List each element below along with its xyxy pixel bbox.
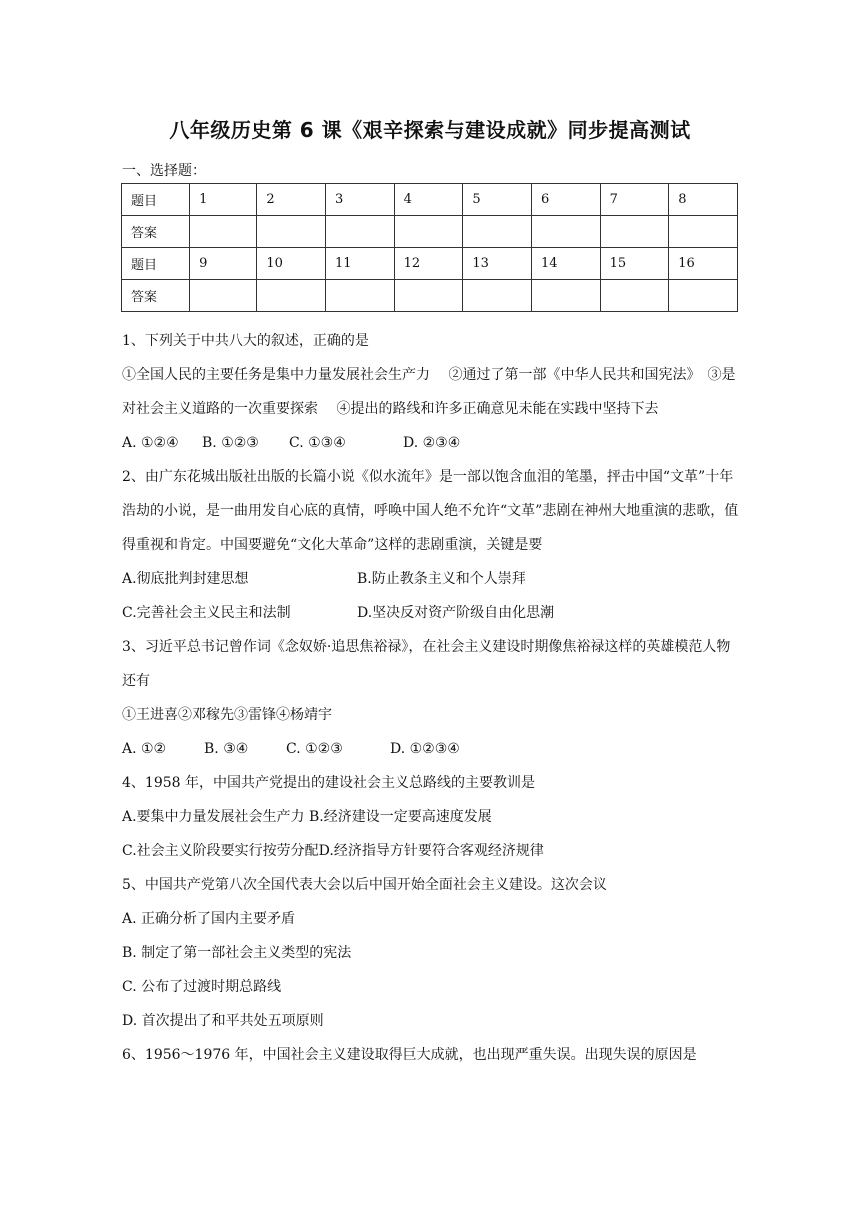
section-label: 一、选择题： [122,163,206,179]
question-number: 3 [326,184,395,216]
question-number: 15 [600,248,669,280]
question-2-options-row2 [122,596,742,630]
option-a: A. ①②④ [122,435,179,451]
table-row [122,280,738,312]
option-b: B. 制定了第一部社会主义类型的宪法 [122,945,352,961]
question-1-options [122,426,742,460]
answer-cell [669,280,738,312]
answer-cell [326,280,395,312]
table-row [122,248,738,280]
table-row [122,216,738,248]
option-c: C.社会主义阶段要实行按劳分配 [122,843,319,859]
option-c: C. ①②③ [286,741,343,757]
question-number: 7 [600,184,669,216]
option-b: B. ③④ [204,741,249,757]
answer-cell [190,280,257,312]
option-d: D. ①②③④ [390,741,460,757]
question-2-stem: 2、由广东花城出版社出版的长篇小说《似水流年》是一部以饱含血泪的笔墨，抨击中国“文革”十年浩劫的小说，是一曲用发自心底的真情，呼唤中国人绝不允许“文革”悲剧在神州大地重演的悲歌，值得重视和肯定。中国要避免“文化大革命”这样的悲剧重演，关键是要 [122,469,739,553]
answer-cell [600,280,669,312]
question-list [122,324,742,1072]
answer-cell [190,216,257,248]
question-3-options [122,732,742,766]
question-number: 5 [463,184,532,216]
question-number: 11 [326,248,395,280]
option-b: B.防止教条主义和个人崇拜 [357,571,526,587]
row-label-answer: 答案 [122,280,190,312]
question-number: 13 [463,248,532,280]
question-number: 16 [669,248,738,280]
option-a: A.彻底批判封建思想 [122,571,249,587]
question-number: 4 [394,184,463,216]
option-b: B.经济建设一定要高速度发展 [309,809,492,825]
row-label-question: 题目 [122,248,190,280]
question-3-statements: ①王进喜②邓稼先③雷锋④杨靖宇 [122,707,332,723]
answer-cell [531,216,600,248]
answer-cell [669,216,738,248]
option-b: B. ①②③ [202,435,259,451]
question-5-stem: 5、中国共产党第八次全国代表大会以后中国开始全面社会主义建设。这次会议 [122,877,607,893]
question-number: 2 [257,184,326,216]
option-a: A.要集中力量发展社会生产力 [122,809,305,825]
answer-cell [257,216,326,248]
answer-cell [531,280,600,312]
question-1-statements: ①全国人民的主要任务是集中力量发展社会生产力 ②通过了第一部《中华人民共和国宪法》 ③是对社会主义道路的一次重要探索 ④提出的路线和许多正确意见未能在实践中坚持下去 [122,367,736,417]
answer-table [121,183,738,312]
question-6-stem: 6、1956～1976 年，中国社会主义建设取得巨大成就，也出现严重失误。出现失误的原因是 [122,1047,697,1063]
question-number: 10 [257,248,326,280]
option-c: C. ①③④ [289,435,346,451]
option-d: D.经济指导方针要符合客观经济规律 [318,843,544,859]
question-4-stem: 4、1958 年，中国共产党提出的建设社会主义总路线的主要教训是 [122,775,535,791]
option-c: C.完善社会主义民主和法制 [122,605,291,621]
question-number: 14 [531,248,600,280]
question-number: 8 [669,184,738,216]
answer-cell [463,216,532,248]
question-number: 6 [531,184,600,216]
question-4-options-row1 [122,800,742,834]
answer-cell [394,216,463,248]
answer-cell [600,216,669,248]
option-d: D. ②③④ [403,435,461,451]
page-title: 八年级历史第 6 课《艰辛探索与建设成就》同步提高测试 [169,118,691,142]
answer-cell [394,280,463,312]
answer-cell [463,280,532,312]
option-d: D.坚决反对资产阶级自由化思潮 [357,605,555,621]
answer-cell [326,216,395,248]
question-number: 9 [190,248,257,280]
answer-cell [257,280,326,312]
question-2-options-row1 [122,562,742,596]
option-a: A. 正确分析了国内主要矛盾 [122,911,296,927]
question-number: 12 [394,248,463,280]
question-1-stem: 1、下列关于中共八大的叙述，正确的是 [122,333,369,349]
option-a: A. ①② [122,741,167,757]
row-label-question: 题目 [122,184,190,216]
option-d: D. 首次提出了和平共处五项原则 [122,1013,324,1029]
row-label-answer: 答案 [122,216,190,248]
question-3-stem: 3、习近平总书记曾作词《念奴娇·追思焦裕禄》，在社会主义建设时期像焦裕禄这样的英雄模范人物还有 [122,639,731,689]
table-row [122,184,738,216]
question-number: 1 [190,184,257,216]
question-4-options-row2 [122,834,742,868]
option-c: C. 公布了过渡时期总路线 [122,979,282,995]
